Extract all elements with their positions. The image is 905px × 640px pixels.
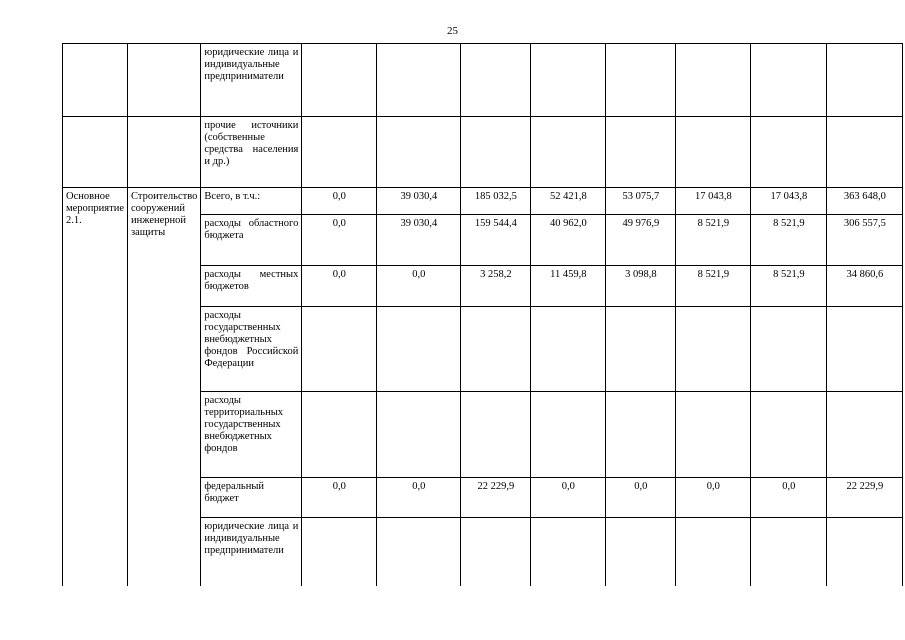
value-cell (751, 392, 827, 478)
value-cell (676, 518, 751, 586)
table-row (63, 44, 903, 117)
value-cell: 52 421,8 (531, 188, 606, 215)
value-cell: 22 229,9 (461, 478, 531, 518)
value-cell: 0,0 (377, 478, 461, 518)
source-cell: прочие источники (собственные средства населения и др.) (201, 117, 302, 188)
name-cell-empty (127, 44, 200, 117)
value-cell (606, 44, 676, 117)
value-cell: 185 032,5 (461, 188, 531, 215)
budget-table (62, 43, 903, 586)
value-cell (377, 117, 461, 188)
measure-cell: Основное мероприятие 2.1. (63, 188, 128, 586)
value-cell: 49 976,9 (606, 215, 676, 266)
value-cell: 8 521,9 (676, 266, 751, 307)
value-cell: 8 521,9 (751, 215, 827, 266)
source-cell: федеральный бюджет (201, 478, 302, 518)
value-cell: 0,0 (676, 478, 751, 518)
value-cell (531, 117, 606, 188)
value-cell (531, 392, 606, 478)
value-cell: 306 557,5 (827, 215, 903, 266)
value-cell (751, 307, 827, 392)
value-cell: 0,0 (302, 215, 377, 266)
value-cell: 0,0 (377, 266, 461, 307)
value-cell (377, 518, 461, 586)
value-cell: 0,0 (531, 478, 606, 518)
value-cell (531, 518, 606, 586)
value-cell (827, 518, 903, 586)
value-cell (461, 44, 531, 117)
value-cell (751, 518, 827, 586)
value-cell: 8 521,9 (751, 266, 827, 307)
value-cell (827, 392, 903, 478)
source-cell: юридические лица и индивидуальные предприниматели (201, 518, 302, 586)
value-cell: 11 459,8 (531, 266, 606, 307)
value-cell (302, 117, 377, 188)
value-cell (676, 392, 751, 478)
value-cell (751, 44, 827, 117)
source-cell: расходы областного бюджета (201, 215, 302, 266)
measure-name-cell: Строительство сооружений инженерной защиты (127, 188, 200, 586)
table-row (63, 188, 903, 215)
value-cell: 17 043,8 (676, 188, 751, 215)
source-cell: расходы местных бюджетов (201, 266, 302, 307)
value-cell (827, 44, 903, 117)
value-cell (531, 44, 606, 117)
value-cell: 34 860,6 (827, 266, 903, 307)
value-cell: 363 648,0 (827, 188, 903, 215)
value-cell: 39 030,4 (377, 188, 461, 215)
value-cell: 0,0 (302, 266, 377, 307)
source-cell: расходы территориальных государственных внебюджетных фондов (201, 392, 302, 478)
value-cell (676, 117, 751, 188)
value-cell: 3 098,8 (606, 266, 676, 307)
value-cell: 40 962,0 (531, 215, 606, 266)
source-cell: Всего, в т.ч.: (201, 188, 302, 215)
value-cell (676, 307, 751, 392)
value-cell (606, 117, 676, 188)
value-cell (531, 307, 606, 392)
value-cell (302, 392, 377, 478)
value-cell (606, 518, 676, 586)
value-cell: 0,0 (302, 188, 377, 215)
value-cell: 39 030,4 (377, 215, 461, 266)
source-cell: юридические лица и индивидуальные предприниматели (201, 44, 302, 117)
measure-cell-empty (63, 117, 128, 188)
page-number: 25 (447, 25, 458, 37)
value-cell: 8 521,9 (676, 215, 751, 266)
value-cell: 53 075,7 (606, 188, 676, 215)
value-cell (377, 44, 461, 117)
value-cell: 3 258,2 (461, 266, 531, 307)
value-cell (606, 392, 676, 478)
value-cell: 159 544,4 (461, 215, 531, 266)
table-row (63, 117, 903, 188)
value-cell (461, 518, 531, 586)
value-cell (676, 44, 751, 117)
value-cell (827, 117, 903, 188)
value-cell: 0,0 (606, 478, 676, 518)
source-cell: расходы государственных внебюджетных фондов Российской Федерации (201, 307, 302, 392)
value-cell (827, 307, 903, 392)
value-cell (751, 117, 827, 188)
value-cell: 22 229,9 (827, 478, 903, 518)
value-cell (302, 518, 377, 586)
value-cell: 17 043,8 (751, 188, 827, 215)
value-cell: 0,0 (751, 478, 827, 518)
value-cell (302, 307, 377, 392)
value-cell (606, 307, 676, 392)
value-cell (461, 392, 531, 478)
measure-cell-empty (63, 44, 128, 117)
name-cell-empty (127, 117, 200, 188)
value-cell (461, 117, 531, 188)
value-cell: 0,0 (302, 478, 377, 518)
value-cell (377, 392, 461, 478)
value-cell (461, 307, 531, 392)
value-cell (302, 44, 377, 117)
value-cell (377, 307, 461, 392)
